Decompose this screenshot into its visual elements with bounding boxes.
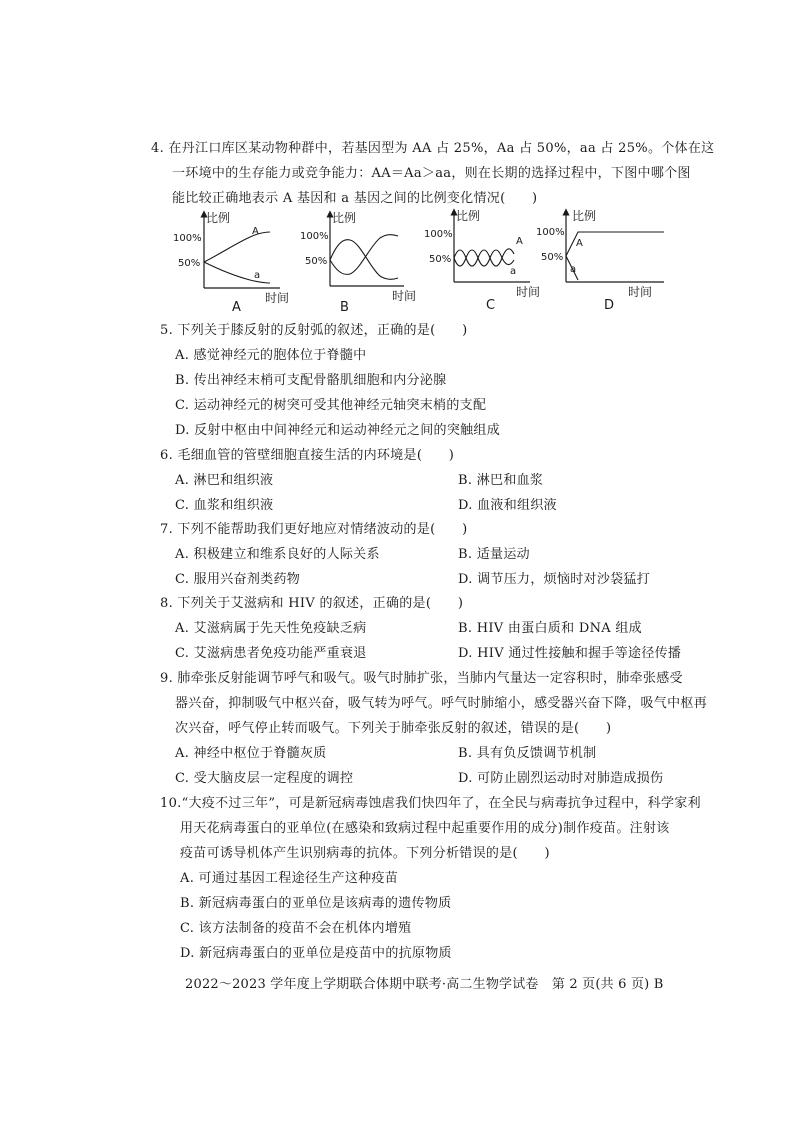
graph-d-xlabel: 时间 (628, 285, 653, 299)
q4-stem-line2: 一环境中的生存能力或竞争能力：AA＝Aa＞aa，则在长期的选择过程中，下图中哪个图 (172, 166, 691, 181)
q5-stem: 5. 下列关于膝反射的反射弧的叙述，正确的是( ) (160, 323, 468, 338)
q9-option-d: D. 可防止剧烈运动时对肺造成损伤 (458, 771, 664, 786)
q8-stem: 8. 下列关于艾滋病和 HIV 的叙述，正确的是( ) (160, 596, 464, 611)
q5-option-c: C. 运动神经元的树突可受其他神经元轴突末梢的支配 (175, 398, 487, 413)
q8-option-c: C. 艾滋病患者免疫功能严重衰退 (175, 646, 367, 661)
graph-c-tick100: 100% (424, 229, 453, 240)
q6-option-b: B. 淋巴和血浆 (458, 473, 544, 488)
q10-stem-line3: 疫苗可诱导机体产生识别病毒的抗体。下列分析错误的是( ) (180, 846, 550, 861)
graph-d-tick50: 50% (541, 252, 564, 263)
q8-option-a: A. 艾滋病属于先天性免疫缺乏病 (175, 621, 367, 636)
q4-stem-line3: 能比较正确地表示 A 基因和 a 基因之间的比例变化情况( ) (172, 191, 538, 206)
q10-stem-line1: 10.“大疫不过三年”，可是新冠病毒蚀虐我们快四年了，在全民与病毒抗争过程中，科学家利 (160, 796, 701, 811)
graph-c-curve-a: a (510, 266, 517, 277)
graph-a-caption: A (232, 300, 241, 315)
graph-a (173, 210, 289, 305)
graph-c-ylabel: 比例 (456, 209, 481, 223)
q10-stem-line2: 用天花病毒蛋白的亚单位(在感染和致病过程中起重要作用的成分)制作疫苗。注射该 (180, 821, 670, 836)
graph-b (300, 210, 416, 303)
q9-stem-line2: 器兴奋，抑制吸气中枢兴奋，吸气转为呼气。呼气时肺缩小，感受器兴奋下降，吸气中枢再 (175, 696, 708, 711)
q6-option-a: A. 淋巴和组织液 (175, 473, 274, 488)
q9-option-c: C. 受大脑皮层一定程度的调控 (175, 771, 354, 786)
q5-option-b: B. 传出神经末梢可支配骨骼肌细胞和内分泌腺 (175, 373, 447, 388)
graph-a-tick50: 50% (178, 258, 201, 269)
graph-b-caption: B (340, 300, 349, 315)
graph-c (424, 208, 540, 299)
q9-option-a: A. 神经中枢位于脊髓灰质 (175, 746, 327, 761)
q5-option-a: A. 感觉神经元的胞体位于脊髓中 (175, 348, 367, 363)
graph-c-curve-A: A (516, 236, 523, 247)
graph-b-tick50: 50% (305, 256, 328, 267)
q10-option-c: C. 该方法制备的疫苗不会在机体内增殖 (180, 921, 412, 936)
q7-option-d: D. 调节压力，烦恼时对沙袋猛打 (458, 572, 651, 587)
q7-stem: 7. 下列不能帮助我们更好地应对情绪波动的是( ) (160, 522, 468, 537)
graph-a-curve-A: A (252, 226, 259, 237)
q10-option-b: B. 新冠病毒蛋白的亚单位是该病毒的遗传物质 (180, 896, 452, 911)
graph-d-caption: D (604, 298, 615, 313)
graph-b-ylabel: 比例 (332, 211, 357, 225)
q9-stem-line1: 9. 肺牵张反射能调节呼气和吸气。吸气时肺扩张，当肺内气量达一定容积时，肺牵张感受 (160, 671, 683, 686)
q6-option-c: C. 血浆和组织液 (175, 498, 274, 513)
graph-d (536, 208, 664, 299)
graph-a-ylabel: 比例 (206, 211, 231, 225)
graph-a-curve-a: a (254, 270, 261, 281)
graph-a-xlabel: 时间 (265, 291, 290, 305)
q9-stem-line3: 次兴奋，呼气停止转而吸气。下列关于肺牵张反射的叙述，错误的是( ) (175, 721, 612, 736)
graph-a-tick100: 100% (173, 233, 202, 244)
q6-option-d: D. 血液和组织液 (458, 498, 557, 513)
graph-c-caption: C (486, 298, 496, 313)
q4-stem-line1: 4. 在丹江口库区某动物种群中，若基因型为 AA 占 25%，Aa 占 50%，aa 占 25%。个体在这 (151, 141, 715, 156)
graph-d-curve-A: A (576, 238, 583, 249)
graph-c-xlabel: 时间 (516, 285, 541, 299)
page-footer: 2022～2023 学年度上学期联合体期中联考·高二生物学试卷 第 2 页(共 6 页) B (185, 977, 664, 992)
q10-option-d: D. 新冠病毒蛋白的亚单位是疫苗中的抗原物质 (180, 946, 452, 961)
graph-b-xlabel: 时间 (392, 289, 417, 303)
q10-option-a: A. 可通过基因工程途径生产这种疫苗 (180, 871, 399, 886)
graph-c-tick50: 50% (429, 254, 452, 265)
q5-option-d: D. 反射中枢由中间神经元和运动神经元之间的突触组成 (175, 423, 501, 438)
q7-option-b: B. 适量运动 (458, 547, 530, 562)
q6-stem: 6. 毛细血管的管壁细胞直接生活的内环境是( ) (160, 448, 455, 463)
q7-option-c: C. 服用兴奋剂类药物 (175, 572, 301, 587)
q8-option-b: B. HIV 由蛋白质和 DNA 组成 (458, 621, 642, 636)
graph-d-tick100: 100% (536, 227, 565, 238)
q8-option-d: D. HIV 通过性接触和握手等途径传播 (458, 646, 682, 661)
graph-d-curve-a: a (570, 264, 577, 275)
graph-b-tick100: 100% (300, 231, 329, 242)
graph-d-ylabel: 比例 (572, 209, 597, 223)
q7-option-a: A. 积极建立和维系良好的人际关系 (175, 547, 380, 562)
q9-option-b: B. 具有负反馈调节机制 (458, 746, 597, 761)
